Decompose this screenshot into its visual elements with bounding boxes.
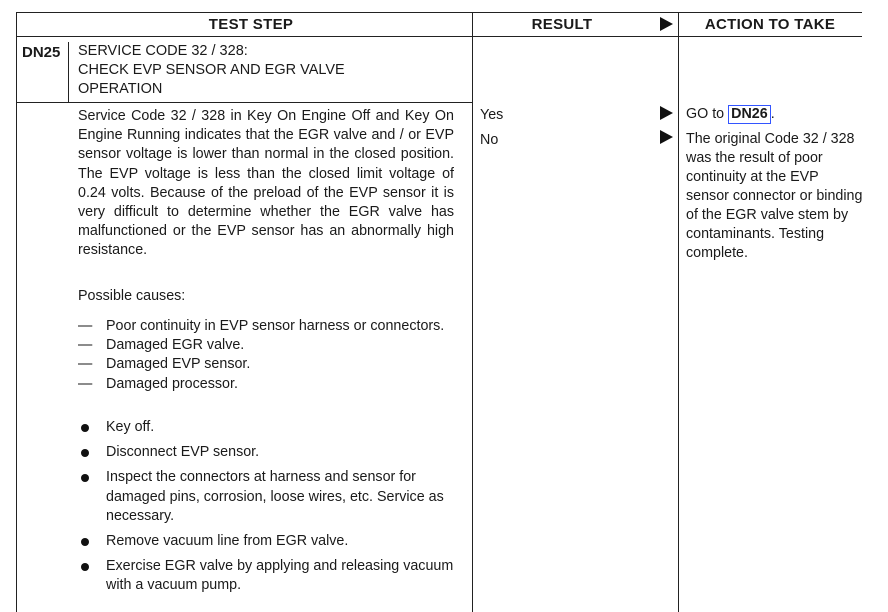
bullet-dot-icon — [81, 563, 89, 571]
step-code: DN25 — [22, 44, 61, 61]
goto-suffix: . — [770, 106, 775, 122]
bullet-dot-icon — [81, 449, 89, 457]
column-divider-step-result — [472, 12, 473, 612]
header-action: ACTION TO TAKE — [704, 16, 836, 33]
code-divider — [68, 42, 69, 102]
header-divider — [16, 36, 862, 37]
dash-bullet: — — [78, 337, 93, 354]
step-title-line: CHECK EVP SENSOR AND EGR VALVE — [78, 62, 345, 78]
header-arrow-icon — [660, 17, 673, 31]
result-yes-arrow-icon — [660, 106, 673, 120]
dash-bullet: — — [78, 318, 93, 334]
dash-bullet: — — [78, 375, 93, 392]
result-yes: Yes — [480, 107, 504, 123]
action-yes — [686, 105, 864, 124]
diagnostic-table — [16, 12, 862, 612]
step-title-line: OPERATION — [78, 81, 163, 97]
bullet-dot-icon — [81, 474, 89, 482]
cause-item: — Damaged EGR valve. — [78, 336, 458, 355]
table-border-top — [16, 12, 862, 13]
cause-item: — Damaged EVP sensor. — [78, 355, 458, 374]
header-result: RESULT — [531, 16, 593, 33]
column-divider-result-action — [678, 12, 679, 612]
result-no: No — [480, 132, 499, 148]
action-no: The original Code 32 / 328 was the result of poor continuity at the EVP sensor connector or binding of the EGR valve stem by contaminants. Testing complete. — [686, 131, 863, 261]
cause-item: — Poor continuity in EVP sensor harness or connectors. — [78, 317, 458, 336]
bullet-dot-icon — [81, 424, 89, 432]
procedure-list — [78, 418, 458, 602]
dash-bullet: — — [78, 356, 93, 373]
procedure-item: Key off. — [78, 418, 458, 437]
header-test-step: TEST STEP — [208, 16, 294, 33]
procedure-item: Remove vacuum line from EGR valve. — [78, 532, 458, 551]
procedure-item: Inspect the connectors at harness and sensor for damaged pins, corrosion, loose wires, etc. Service as necessary. — [78, 468, 458, 526]
cause-item: — Damaged processor. — [78, 375, 458, 394]
possible-causes-list — [78, 317, 458, 394]
procedure-item: Disconnect EVP sensor. — [78, 443, 458, 462]
procedure-item: Exercise EGR valve by applying and releasing vacuum with a vacuum pump. — [78, 557, 458, 595]
step-title-line: SERVICE CODE 32 / 328: — [78, 43, 248, 59]
title-divider — [16, 102, 472, 103]
step-title — [78, 42, 468, 99]
goto-link-dn26[interactable]: DN26 — [728, 105, 771, 124]
possible-causes-heading: Possible causes: — [78, 288, 186, 304]
goto-prefix: GO to — [686, 106, 725, 122]
result-no-arrow-icon — [660, 130, 673, 144]
bullet-dot-icon — [81, 538, 89, 546]
step-description: Service Code 32 / 328 in Key On Engine Off and Key On Engine Running indicates that the EGR valve and / or EVP sensor voltage is lower than normal in the closed position. The EVP voltage is less than the closed limit voltage of 0.24 volts. Because of the preload of the EVP sensor it is very difficult to determine whether the EGR valve has malfunctioned or the EVP sensor has an abnormally high resistance. — [78, 108, 454, 259]
